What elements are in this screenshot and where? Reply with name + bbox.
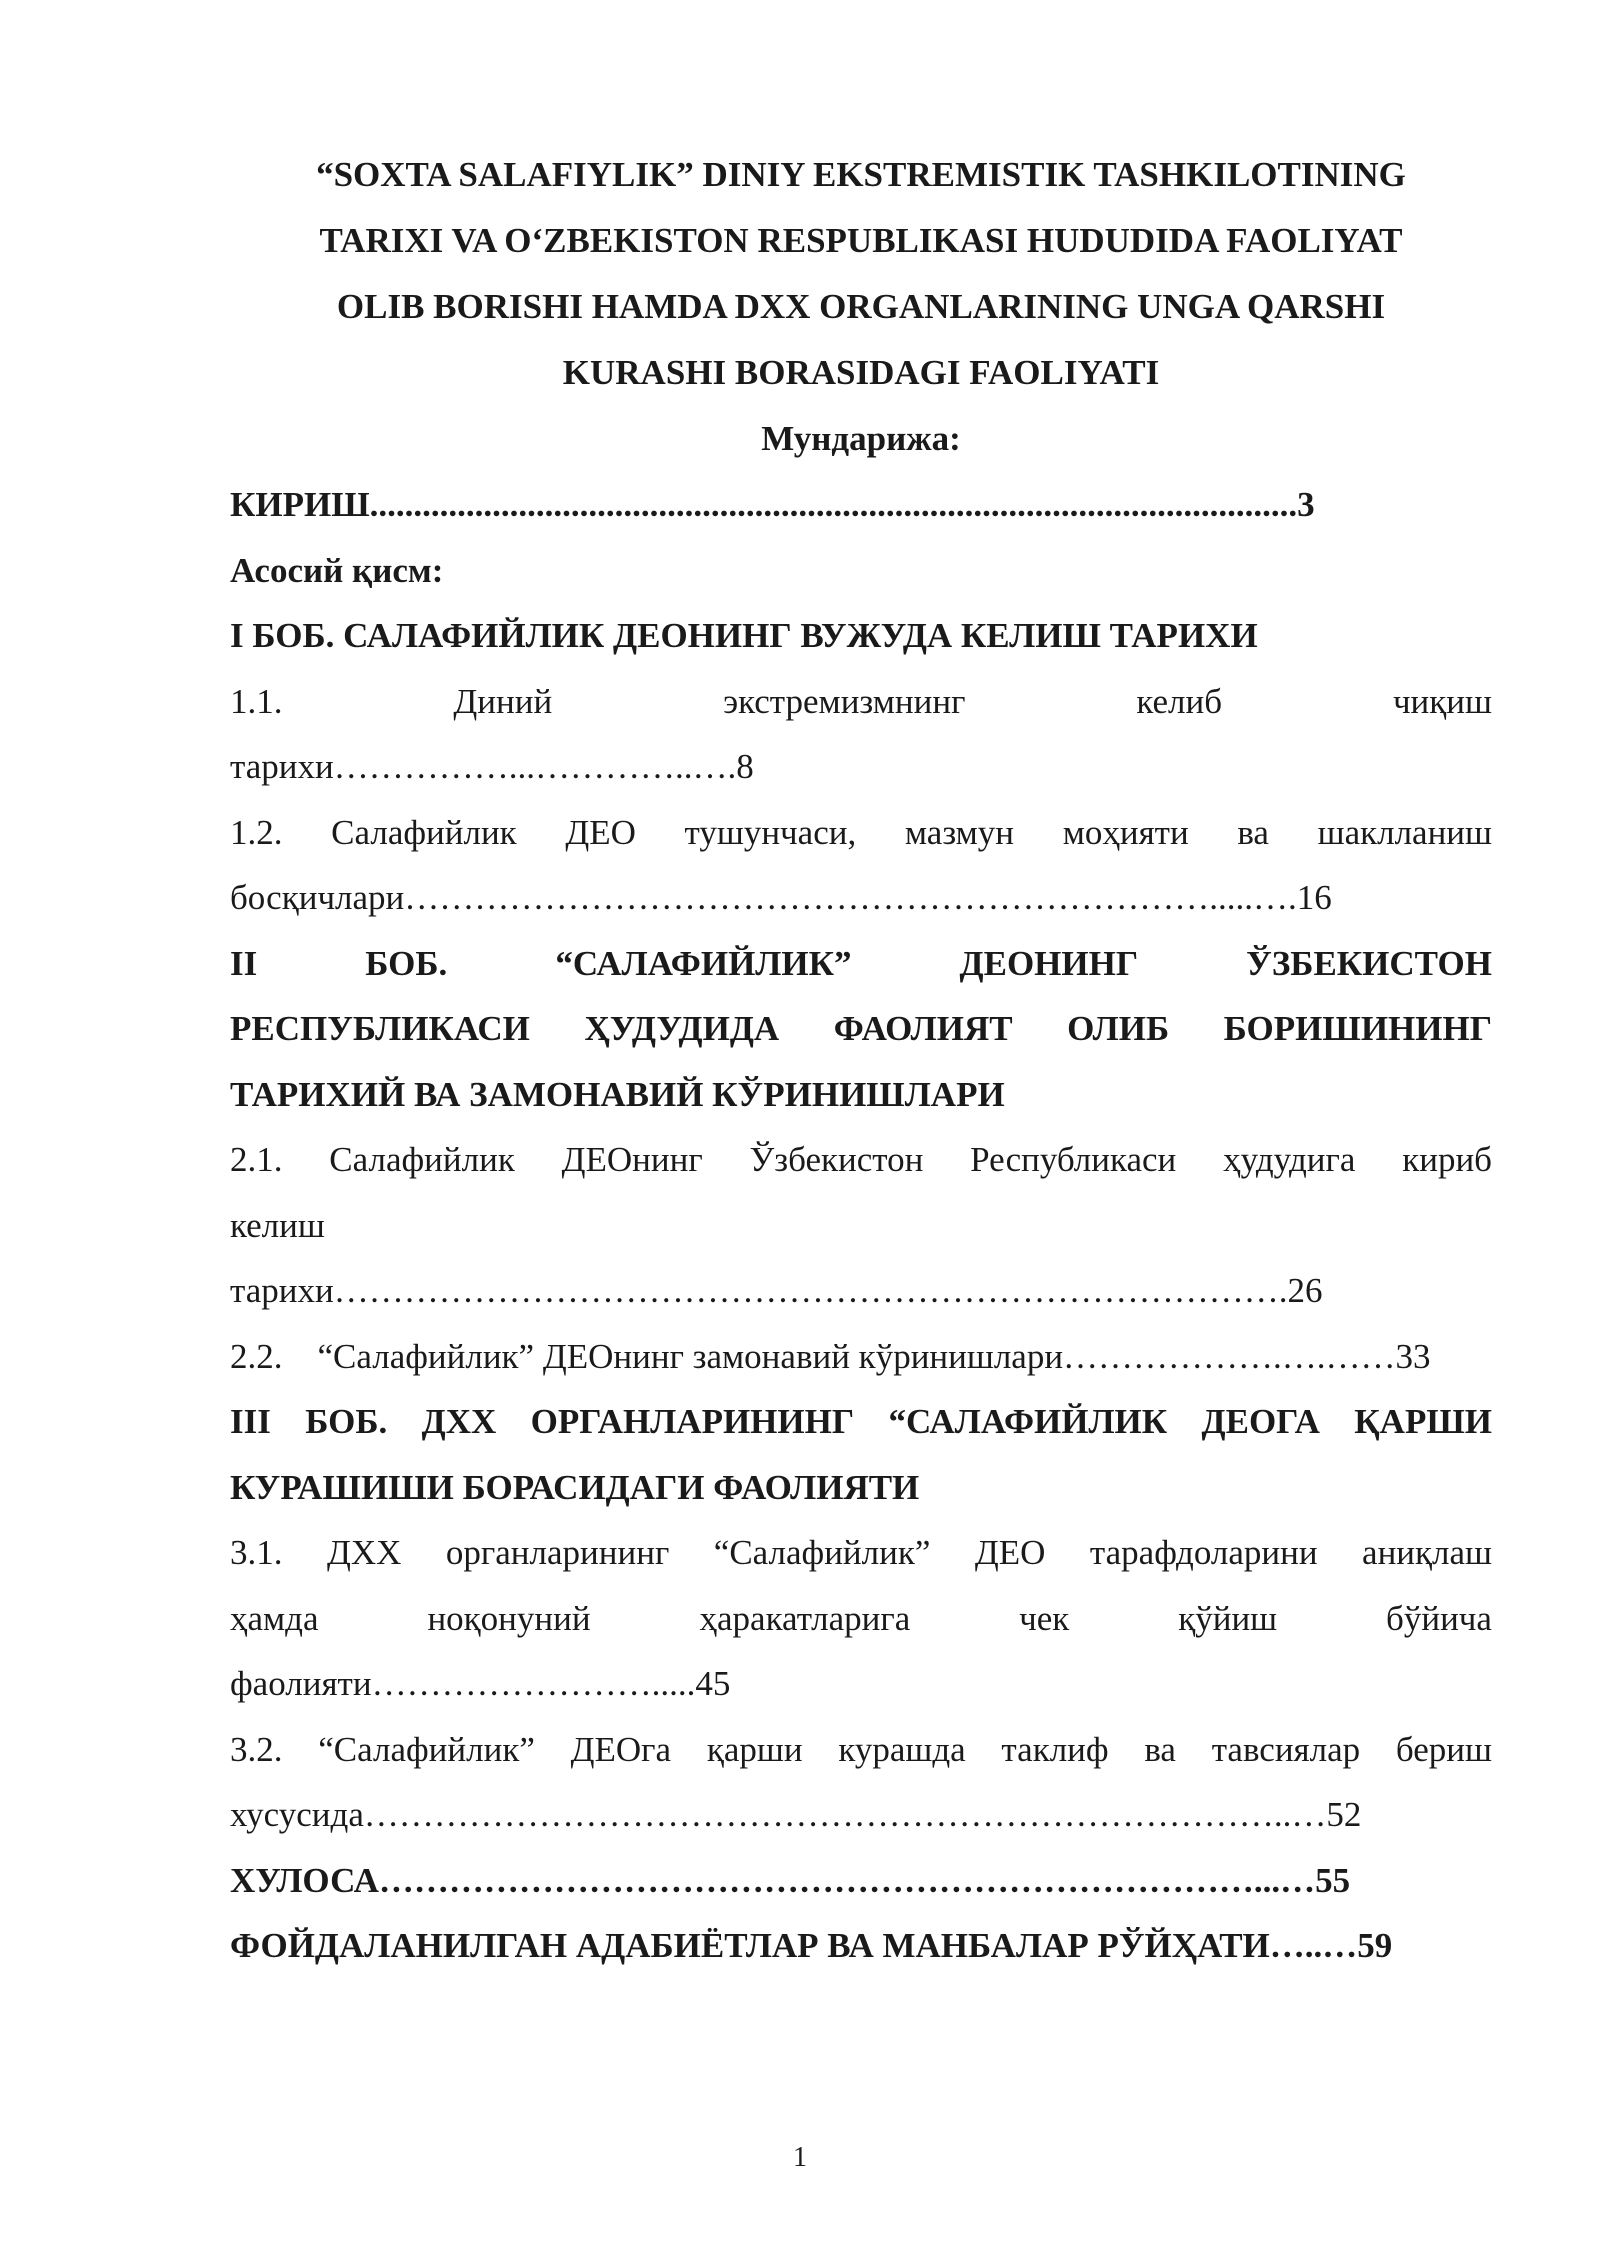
word: қўйиш (1178, 1598, 1278, 1638)
toc-section-2-2: 2.2. “Салафийлик” ДЕОнинг замонавий кўринишлари……………….….……33 (230, 1336, 1431, 1376)
word: келиб (1136, 681, 1223, 721)
toc-section-1-2-line1: 1.2. Салафийлик ДЕО тушунчаси, мазмун моҳияти ва шаклланиш (230, 812, 1492, 852)
toc-chapter-2-line2: РЕСПУБЛИКАСИ ҲУДУДИДА ФАОЛИЯТ ОЛИБ БОРИШИНИНГ (230, 1009, 1492, 1048)
toc-main-part-label: Асосий қисм: (230, 550, 444, 590)
word: ҳаракатларига (699, 1598, 911, 1638)
toc-chapter-3-line1: III БОБ. ДХХ ОРГАНЛАРИНИНГ “САЛАФИЙЛИК ДЕОГА ҚАРШИ (230, 1402, 1492, 1441)
toc-entry-references: ФОЙДАЛАНИЛГАН АДАБИЁТЛАР ВА МАНБАЛАР РЎЙҲАТИ…..…59 (230, 1926, 1393, 1965)
word: экстремизмнинг (723, 681, 966, 721)
word: БОБ. (365, 943, 448, 983)
toc-heading: Мундарижа: (761, 419, 961, 458)
toc-section-2-1-line2: келиш (230, 1205, 325, 1245)
word: Диний (453, 681, 553, 721)
toc-section-1-2-end: босқичлари…………………………………………………………….....….16 (230, 878, 1332, 917)
word: ДЕОНИНГ (959, 943, 1139, 983)
toc-entry-conclusion: ХУЛОСА…………………………………………………………………...…55 (230, 1860, 1351, 1900)
page-content (230, 142, 1492, 1979)
toc-chapter-2-line1 (230, 931, 1492, 997)
word: бўйича (1386, 1598, 1492, 1638)
document-title: “SOXTA SALAFIYLIK” DINIY EKSTREMISTIK TASHKILOTINING TARIXI VA O‘ZBEKISTON RESPUBLIKASI HUDUDIDA FAOLIYAT OLIB BORISHI HAMDA DXX ORGANLARINING UNGA QARSHI KURASHI BORASIDAGI FAOLIYATI (316, 155, 1406, 392)
word: чиқиш (1392, 681, 1492, 721)
word: ҳамда (230, 1598, 319, 1638)
toc-chapter-3-line2: КУРАШИШИ БОРАСИДАГИ ФАОЛИЯТИ (230, 1467, 920, 1507)
word: ноқонуний (427, 1598, 591, 1638)
toc-section-3-2-end: хусусида……………………………………………………………………..…52 (230, 1795, 1362, 1834)
toc-chapter-1: I БОБ. САЛАФИЙЛИК ДЕОНИНГ ВУЖУДА КЕЛИШ ТАРИХИ (230, 616, 1258, 655)
toc-entry-intro: КИРИШ..........................................................................................................3 (230, 485, 1315, 524)
toc-section-1-1-end: тарихи……………...…………..….8 (230, 747, 754, 786)
word: 1.1. (230, 681, 283, 721)
toc-section-2-1-line1: 2.1. Салафийлик ДЕОнинг Ўзбекистон Республикаси ҳудудига кириб (230, 1140, 1492, 1179)
toc-section-2-1-end: тарихи……………………………………………………………………….26 (230, 1271, 1323, 1310)
toc-section-3-2-line1: 3.2. “Салафийлик” ДЕОга қарши курашда таклиф ва тавсиялар бериш (230, 1729, 1492, 1769)
toc-section-3-1-line1: 3.1. ДХХ органларининг “Салафийлик” ДЕО тарафдоларини аниқлаш (230, 1533, 1492, 1572)
word: чек (1019, 1598, 1070, 1638)
toc-chapter-2-line3: ТАРИХИЙ ВА ЗАМОНАВИЙ КЎРИНИШЛАРИ (230, 1074, 1005, 1114)
word: II (230, 943, 258, 983)
page-number: 1 (793, 2142, 807, 2173)
toc-section-3-1-line2 (230, 1586, 1492, 1652)
word: “САЛАФИЙЛИК” (555, 943, 852, 983)
toc-section-3-1-end: фаолияти…………………….....45 (230, 1664, 731, 1703)
word: ЎЗБЕКИСТОН (1246, 943, 1492, 983)
toc-section-1-1-line1 (230, 669, 1492, 735)
